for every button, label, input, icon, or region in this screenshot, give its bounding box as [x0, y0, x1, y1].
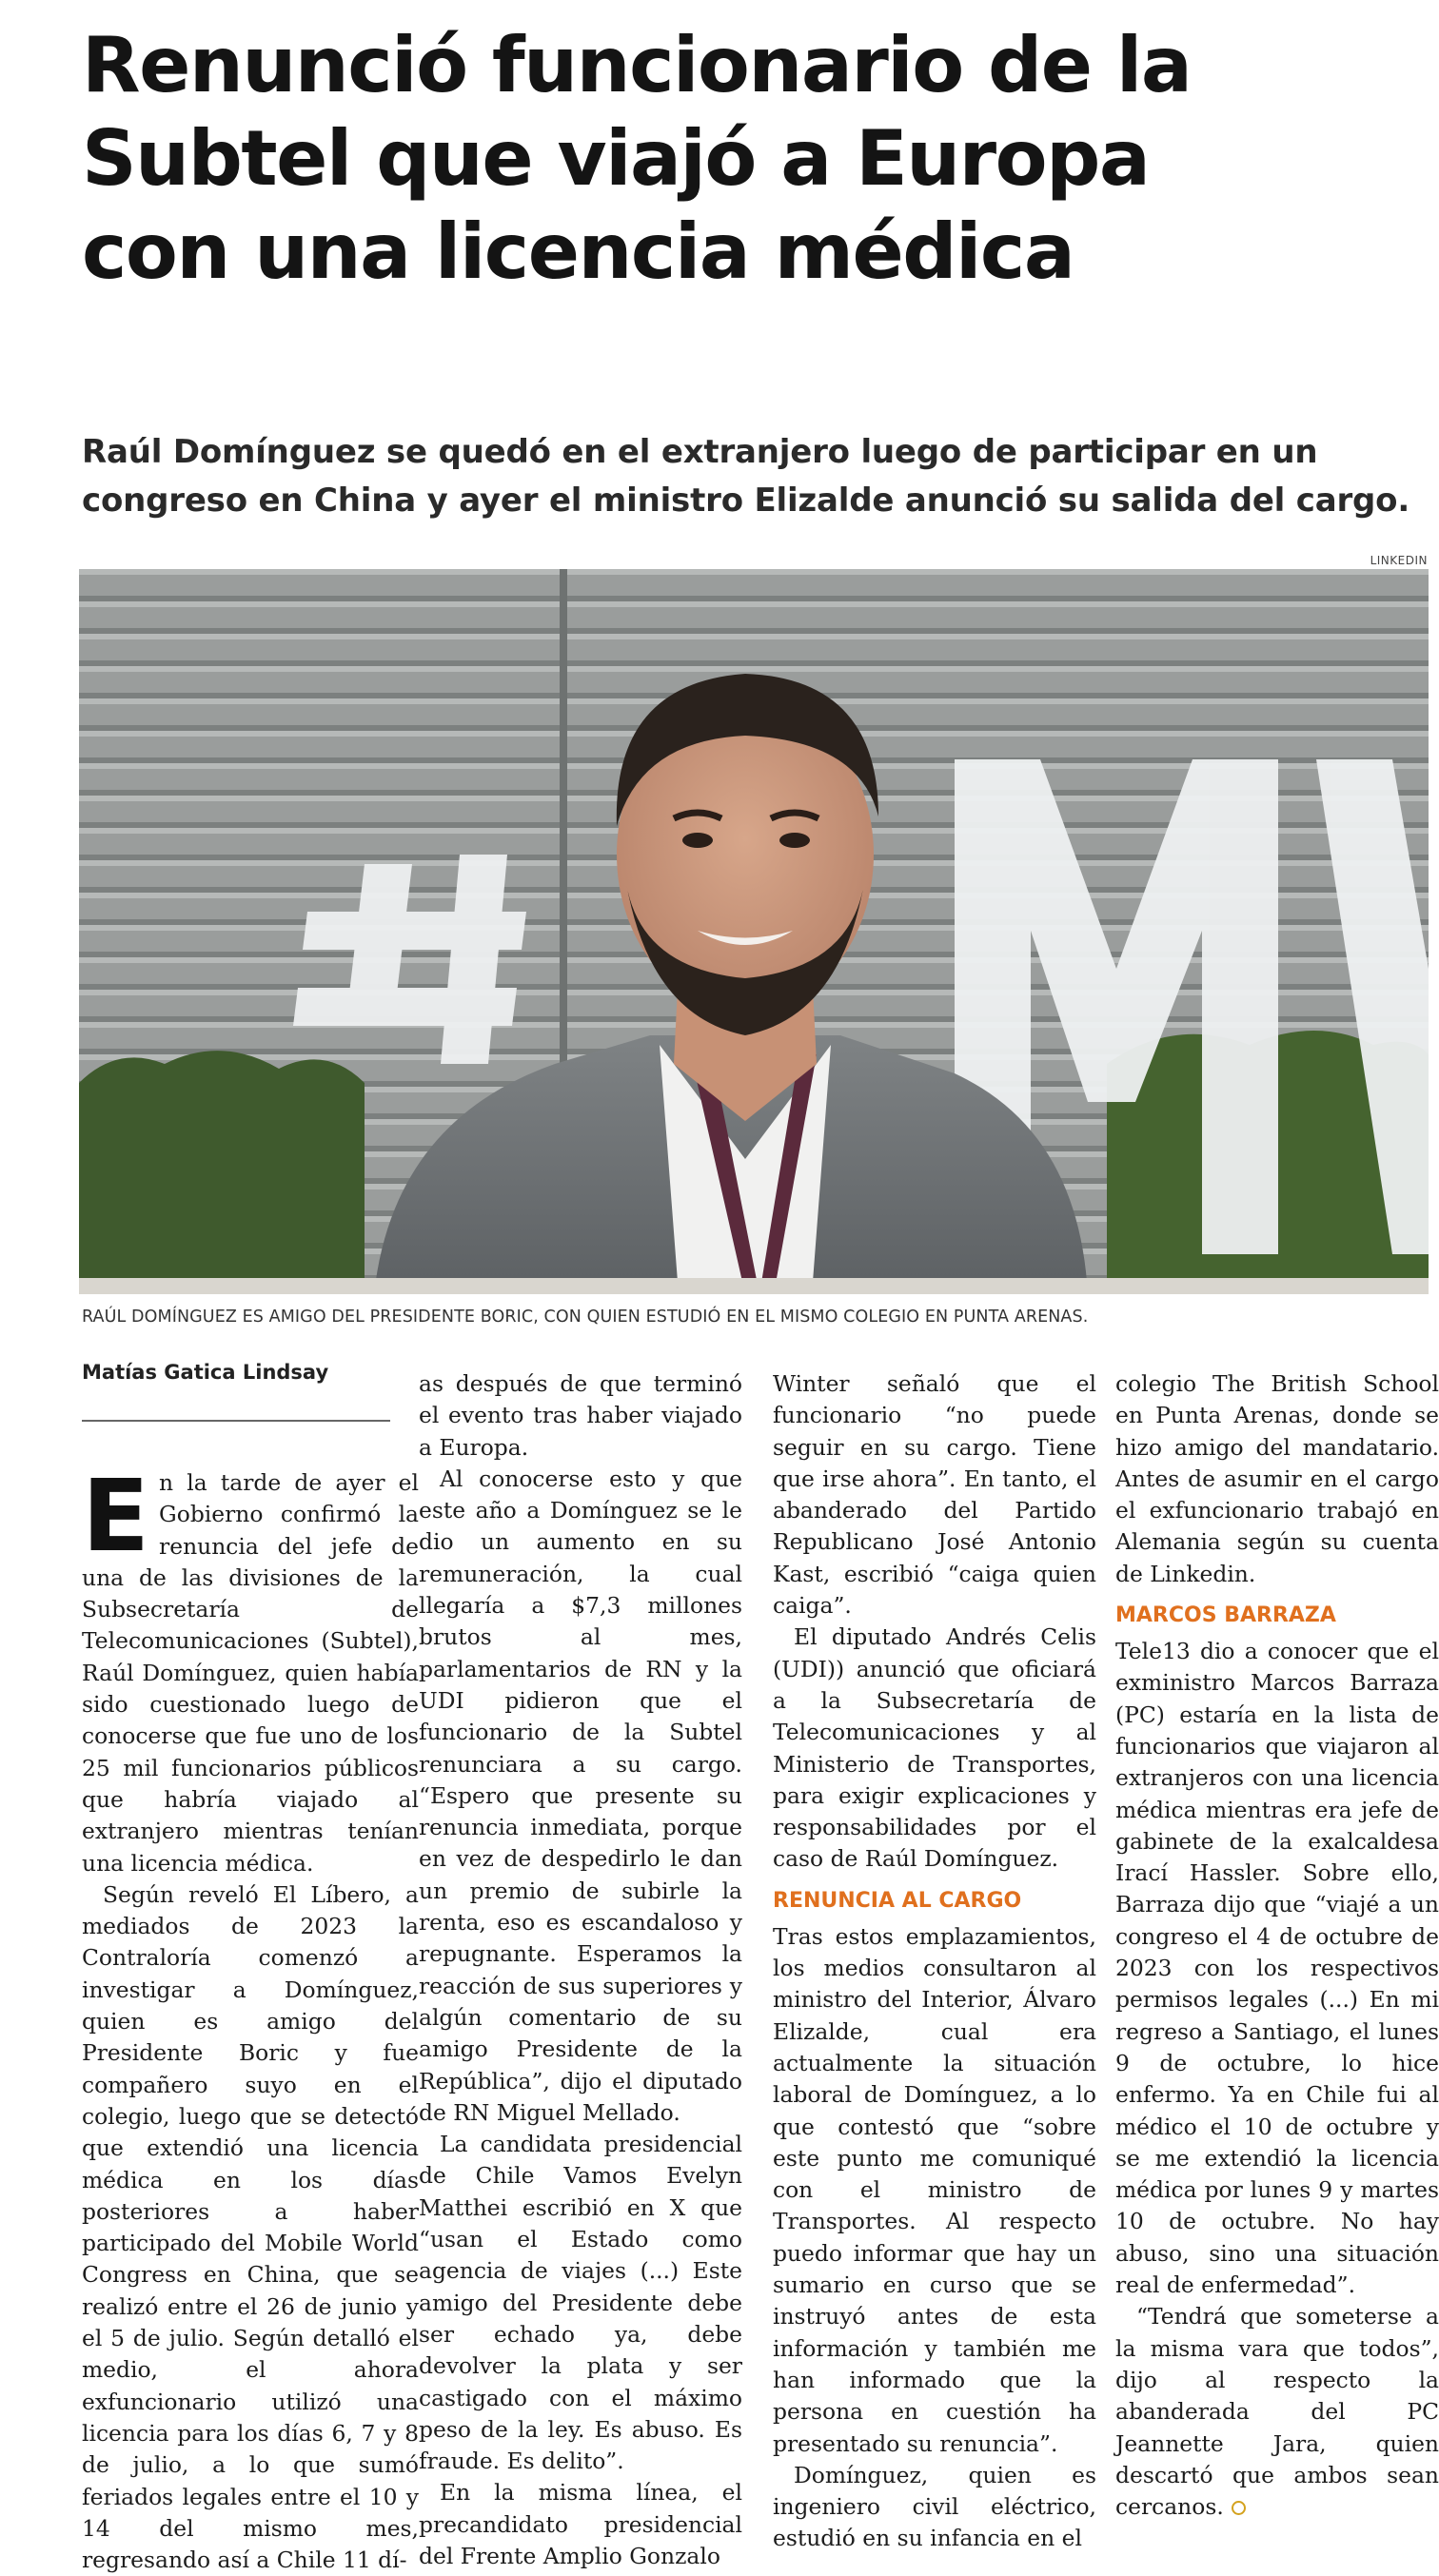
paragraph-text: “Tendrá que someterse a la misma vara que todos”, dijo al respecto la abanderada del PC Jeannette Jara, quien descartó que ambos sean cercanos.: [1115, 2303, 1439, 2521]
article-column-3: [773, 1368, 1096, 2555]
paragraph: En la misma línea, el precandidato presidencial del Frente Amplio Gonzalo: [419, 2479, 742, 2569]
subheadline: [82, 428, 1414, 525]
paragraph: Winter señaló que el funcionario “no puede seguir en su cargo. Tiene que irse ahora”. En tanto, el abanderado del Partido Republicano José Antonio Kast, escribió “caiga quien caiga”.: [773, 1370, 1096, 1620]
section-heading-renuncia: RENUNCIA AL CARGO: [773, 1888, 1022, 1913]
drop-cap: E: [82, 1458, 150, 1574]
photo-caption: RAÚL DOMÍNGUEZ ES AMIGO DEL PRESIDENTE BORIC, CON QUIEN ESTUDIÓ EN EL MISMO COLEGIO EN PUNTA ARENAS.: [82, 1308, 1089, 1327]
subheadline-line-2: congreso en China y ayer el ministro Elizalde anunció su salida del cargo.: [82, 482, 1410, 520]
photo-illustration: [79, 569, 1429, 1294]
article-column-4: [1115, 1368, 1439, 2523]
paragraph: Tras estos emplazamientos, los medios consultaron al ministro del Interior, Álvaro Elizalde, cual era actualmente la situación laboral de Domínguez, a lo que contestó que “sobre este punto me comuniqué con el ministro de Transportes. Al respecto puedo informar que hay un sumario en curso que se instruyó antes de esta información y también me han informado que la persona en cuestión ha presentado su renuncia”.: [773, 1922, 1096, 2457]
paragraph: El diputado Andrés Celis (UDI)) anunció que oficiará a la Subsecretaría de Telecomunicaciones y al Ministerio de Transportes, para exigir explicaciones y responsabilidades por el caso de Raúl Domínguez.: [773, 1623, 1096, 1873]
section-heading-barraza: MARCOS BARRAZA: [1115, 1603, 1336, 1628]
article-photo: [79, 569, 1429, 1294]
paragraph: as después de que terminó el evento tras haber viajado a Europa.: [419, 1370, 742, 1461]
headline: [82, 19, 1414, 299]
end-of-article-icon: [1232, 2501, 1246, 2515]
paragraph: La candidata presidencial de Chile Vamos Evelyn Matthei escribió en X que “usan el Estado como agencia de viajes (...) Este amigo del Presidente debe ser echado ya, debe devolver la plata y ser castigado con el máximo peso de la ley. Es abuso. Es fraude. Es delito”.: [419, 2131, 742, 2475]
headline-line-1: Renunció funcionario de la: [82, 21, 1192, 109]
paragraph: Al conocerse esto y que este año a Domínguez se le dio un aumento en su remuneración, la cual llegaría a $7,3 millones brutos al mes, parlamentarios de RN y la UDI pidieron que el funcionario de la Subtel renunciara a su cargo. “Espero que presente su renuncia inmediata, porque en vez de despedirlo le dan un premio de subirle la renta, eso es escandaloso y repugnante. Esperamos la reacción de sus superiores y algún comentario de su amigo Presidente de la República”, dijo el diputado de RN Miguel Mellado.: [419, 1465, 742, 2126]
headline-line-2: Subtel que viajó a Europa: [82, 114, 1150, 203]
byline-divider: [82, 1420, 390, 1422]
paragraph: Tele13 dio a conocer que el exministro Marcos Barraza (PC) estaría en la lista de funcionarios que viajaron al extranjeros con una licencia médica mientras era jefe de gabinete de la exalcaldesa Irací Hassler. Sobre ello, Barraza dijo que “viajé a un congreso el 4 de octubre de 2023 con los respectivos permisos legales (...) En mi regreso a Santiago, el lunes 9 de octubre, lo hice enfermo. Ya en Chile fui al médico el 10 de octubre y se me extendió la licencia médica por lunes 9 y martes 10 de octubre. No hay abuso, sino una situación real de enfermedad”.: [1115, 1638, 1439, 2299]
paragraph: [1115, 2301, 1439, 2523]
paragraph: [82, 1458, 419, 1879]
paragraph-text: n la tarde de ayer el Gobierno confirmó la renuncia del jefe de una de las divisiones de la Subsecretaría de Telecomunicaciones (Subtel), Raúl Domínguez, quien había sido cuestionado luego de conocerse que fue uno de los 25 mil funcionarios públicos que habría viajado al extranjero mientras tenían una licencia médica.: [82, 1469, 419, 1877]
article-column-2: [419, 1368, 742, 2572]
article-column-1: [82, 1458, 419, 2576]
byline: Matías Gatica Lindsay: [82, 1361, 329, 1384]
paragraph: colegio The British School en Punta Arenas, donde se hizo amigo del mandatario. Antes de asumir en el cargo el exfuncionario trabajó en Alemania según su cuenta de Linkedin.: [1115, 1370, 1439, 1587]
subheadline-line-1: Raúl Domínguez se quedó en el extranjero luego de participar en un: [82, 433, 1318, 471]
paragraph: Domínguez, quien es ingeniero civil eléctrico, estudió en su infancia en el: [773, 2461, 1096, 2552]
headline-line-3: con una licencia médica: [82, 207, 1074, 296]
photo-credit: LINKEDIN: [1370, 554, 1428, 567]
paragraph: Según reveló El Líbero, a mediados de 2023 la Contraloría comenzó a investigar a Domínguez, quien es amigo del Presidente Boric y fue compañero suyo en el colegio, luego que se detectó que extendió una licencia médica en los días posteriores a haber participado del Mobile World Congress en China, que se realizó entre el 26 de junio y el 5 de julio. Según detalló el medio, el ahora exfuncionario utilizó una licencia para los días 6, 7 y 8 de julio, a lo que sumó feriados legales entre el 10 y 14 del mismo mes, regresando así a Chile 11 dí-: [82, 1880, 419, 2574]
